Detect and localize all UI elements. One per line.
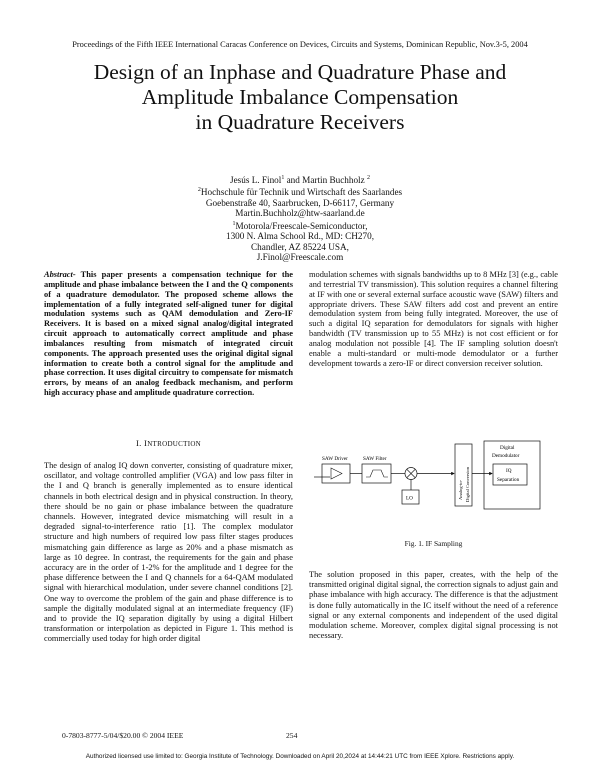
paper-title bbox=[0, 60, 600, 135]
author-names: Jesús L. Finol$^1$ and Martin Buchholz $^2$ bbox=[230, 175, 370, 186]
email-link[interactable]: Martin.Buchholz@htw-saarland.de bbox=[235, 208, 365, 219]
iq-label: Separation bbox=[497, 477, 520, 483]
affiliation-line: $^2$Hochschule für Technik und Wirtschaft des Saarlandes bbox=[197, 187, 403, 198]
iq-label: IQ bbox=[506, 468, 512, 474]
section-heading: I. INTRODUCTION bbox=[135, 438, 202, 448]
title-line: Amplitude Imbalance Compensation bbox=[141, 85, 459, 109]
digital-demodulator-box bbox=[484, 441, 540, 509]
saw-filter-box bbox=[362, 464, 391, 483]
amplifier-icon bbox=[331, 468, 342, 479]
adc-label: Digital Conversion bbox=[465, 466, 470, 502]
email-link[interactable]: J.Finol@Freescale.com bbox=[256, 252, 344, 263]
affiliation-line: Goebenstraße 40, Saarbrucken, D-66117, Germany bbox=[205, 197, 395, 208]
intro-paragraph: The design of analog IQ down converter, consisting of quadrature mixer, oscillator, and voltage controlled amplifier (VGA) and low pass filter in the I and Q branch is generally implemented as to ensure identical channels in both electrical design and in physical construction. In theory, there should be no gain or phase imbalance between the quadrature channels. However, integrated device mismatching will result in a degraded signal-to-interference ratio [1]. The complex modulator structure and high numbers of required low pass filter stages produces mismatching gain difference as large as 20% and a phase mismatch as large as 10 degree. In contrast, the requirements for the gain and phase accuracy are in the order of 1-2% for the amplitude and 1 degree for the phase difference between the I and Q channels for a 64-QAM modulated signal with hierarchical modulation, under severe channel conditions [2]. One way to overcome the problem of the gain and phase difference is to sample the digitally modulated signal at an intermediate frequency (IF) and to provide the IQ separation digitally by using a digital Hilbert transformation or interpolation as depicted in Figure 1. This method is commercially used today for high order digital bbox=[44, 461, 293, 644]
right-paragraph-1: modulation schemes with signals bandwidths up to 8 MHz [3] (e.g., cable and terrestrial TV transmission). This solution requires a channel filtering at IF with one or several external surface acoustic wave (SAW) filters and appropriate drivers. These SAW filters add cost and prevent an entire demodulation system from being fully integrated. Moreover, the use of such a digital IQ separation for demodulators for signals with higher bandwidth (TV transmission up to 55 MHz) is not cost efficient or for analog modulation not possible [4]. The IF sampling solution doesn't enable a multi-standard or multi-mode demodulator or a further development towards a zero-IF or direct conversion receiver solution. bbox=[309, 270, 558, 368]
title-line: in Quadrature Receivers bbox=[195, 110, 405, 134]
abstract bbox=[44, 270, 293, 398]
saw-driver-box bbox=[322, 464, 350, 483]
affiliation-line: Chandler, AZ 85224 USA, bbox=[251, 241, 349, 252]
abstract-label: Abstract- bbox=[44, 270, 76, 279]
adc-label: Analog-to- bbox=[458, 479, 463, 500]
author-block bbox=[0, 173, 600, 262]
saw-driver-label: SAW Driver bbox=[322, 456, 348, 462]
demodulator-label: Digital bbox=[500, 445, 515, 451]
saw-filter-label: SAW Filter bbox=[363, 456, 387, 462]
figure-1 bbox=[309, 438, 558, 548]
affiliation-line: $^1$Motorola/Freescale-Semiconductor, bbox=[232, 220, 368, 231]
affiliation-line: 1300 N. Alma School Rd., MD: CH270, bbox=[225, 231, 375, 242]
figure-caption: Fig. 1. IF Sampling bbox=[404, 539, 463, 548]
title-line: Design of an Inphase and Quadrature Phase and bbox=[93, 60, 507, 84]
isbn-footer: 0-7803-8777-5/04/$20.00 © 2004 IEEE bbox=[62, 731, 184, 740]
abstract-text: This paper presents a compensation technique for the amplitude and phase imbalance between the I and the Q components of a quadrature demodulator. The proposed scheme allows the implementation of a fully integrated self-aligned tuner for digital modulation systems such as QAM demodulation and Zero-IF Receivers. It is based on a mixed signal analog/digital integrated circuit approach to automatically correct amplitude and phase imbalances resulting from mismatch of integrated circuit components. The approach presented uses the original digital signal information to create both a control signal for the amplitude and phase correction. It uses digital circuitry to compensate for mismatch errors, by means of an analog feedback mechanism, and perform high accuracy phase and amplitude quadrature correction. bbox=[44, 270, 293, 398]
lo-label: LO bbox=[406, 495, 413, 502]
if-sampling-diagram bbox=[309, 438, 558, 538]
proceedings-header: Proceedings of the Fifth IEEE International Caracas Conference on Devices, Circuits and Systems, Dominican Republic, Nov.3-5, 2004 bbox=[72, 40, 528, 49]
license-notice: Authorized licensed use limited to: Georgia Institute of Technology. Downloaded on April 20,2024 at 14:44:21 UTC from IEEE Xplore. Restrictions apply. bbox=[85, 753, 515, 760]
page-number: 254 bbox=[286, 731, 298, 740]
demodulator-label: Demodulator bbox=[492, 453, 520, 459]
right-paragraph-2: The solution proposed in this paper, creates, with the help of the transmitted original digital signal, the correction signals to adjust gain and phase imbalance with high accuracy. The difference is that the adjustment is done fully automatically in the IC itself without the need of a reference signal or any external components and independent of the used digital modulation scheme. Moreover, complex digital signal processing is not necessary. bbox=[309, 570, 558, 641]
filter-icon bbox=[366, 470, 388, 477]
